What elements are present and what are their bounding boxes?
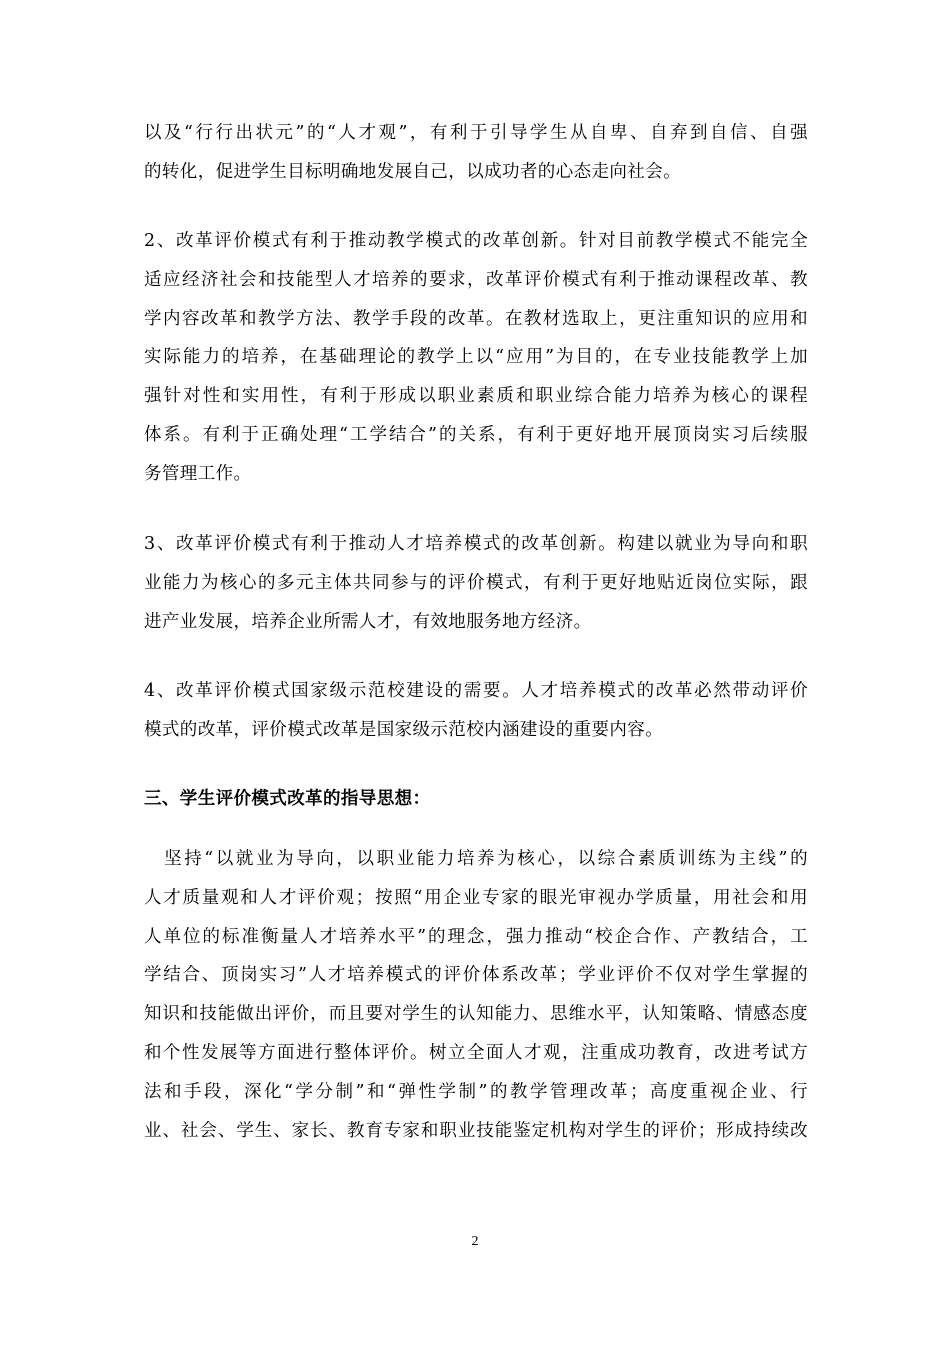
paragraph-talent-view xyxy=(144,114,808,192)
text-line: 体系。有利于正确处理“工学结合”的关系，有利于更好地开展顶岗实习后续服 xyxy=(144,424,808,445)
text-line: 以及“行行出状元”的“人才观”，有利于引导学生从自卑、自弃到自信、自强 xyxy=(144,123,808,143)
text-line: 4、改革评价模式国家级示范校建设的需要。人才培养模式的改革必然带动评价 xyxy=(144,681,808,701)
text-line: 人才质量观和人才评价观；按照“用企业专家的眼光审视办学质量，用社会和用 xyxy=(144,887,808,908)
text-line: 学内容改革和教学方法、教学手段的改革。在教材选取上，更注重知识的应用和 xyxy=(144,308,808,329)
text-line: 坚持“以就业为导向，以职业能力培养为核心，以综合素质训练为主线”的 xyxy=(144,849,808,869)
text-line: 知识和技能做出评价，而且要对学生的认知能力、思维水平，认知策略、情感态度 xyxy=(144,1004,808,1025)
paragraph-talent-training-reform xyxy=(144,525,808,641)
text-line: 学结合、顶岗实习”人才培养模式的评价体系改革；学业评价不仅对学生掌握的 xyxy=(144,965,808,986)
text-line: 和个性发展等方面进行整体评价。树立全面人才观，注重成功教育，改进考试方 xyxy=(144,1042,808,1063)
text-line: 业、社会、学生、家长、教育专家和职业技能鉴定机构对学生的评价；形成持续改 xyxy=(144,1120,808,1141)
text-line: 2、改革评价模式有利于推动教学模式的改革创新。针对目前教学模式不能完全 xyxy=(144,231,808,251)
paragraph-guiding-principles xyxy=(144,840,808,1150)
text-line: 模式的改革，评价模式改革是国家级示范校内涵建设的重要内容。 xyxy=(144,719,664,740)
section-heading: 三、学生评价模式改革的指导思想： xyxy=(144,789,431,809)
page-number: 2 xyxy=(471,1234,479,1249)
text-line: 进产业发展，培养企业所需人才，有效地服务地方经济。 xyxy=(144,611,592,632)
paragraph-demonstration-school xyxy=(144,672,808,750)
text-line: 人单位的标准衡量人才培养水平”的理念，强力推动“校企合作、产教结合，工 xyxy=(144,926,808,947)
text-line: 实际能力的培养，在基础理论的教学上以“应用”为目的，在专业技能教学上加 xyxy=(144,347,808,368)
text-line: 3、改革评价模式有利于推动人才培养模式的改革创新。构建以就业为导向和职 xyxy=(144,534,808,554)
paragraph-teaching-mode-reform xyxy=(144,222,808,494)
text-line: 法和手段，深化“学分制”和“弹性学制”的教学管理改革；高度重视企业、行 xyxy=(144,1081,808,1102)
text-line: 强针对性和实用性，有利于形成以职业素质和职业综合能力培养为核心的课程 xyxy=(144,386,808,407)
text-line: 业能力为核心的多元主体共同参与的评价模式，有利于更好地贴近岗位实际，跟 xyxy=(144,572,808,593)
text-line: 的转化，促进学生目标明确地发展自己，以成功者的心态走向社会。 xyxy=(144,161,681,182)
text-line: 适应经济社会和技能型人才培养的要求，改革评价模式有利于推动课程改革、教 xyxy=(144,269,808,290)
text-line: 务管理工作。 xyxy=(144,463,252,484)
